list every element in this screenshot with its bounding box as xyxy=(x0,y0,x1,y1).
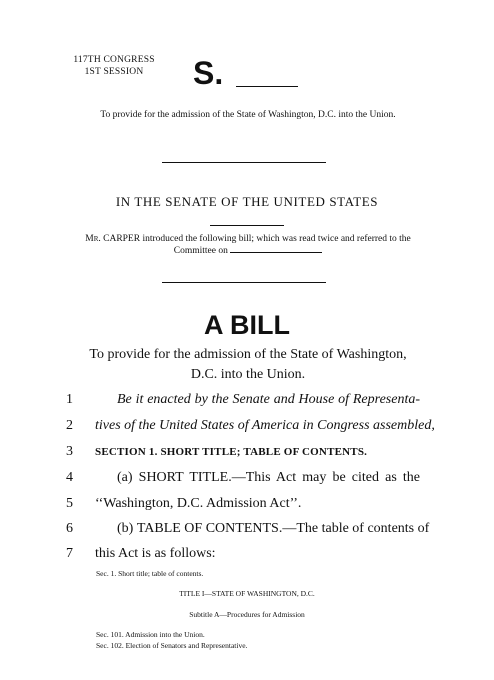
chamber-heading: IN THE SENATE OF THE UNITED STATES xyxy=(115,194,379,209)
subsection-text: .—This Act may be cited as the xyxy=(228,470,421,485)
session-label: 1ST SESSION xyxy=(84,67,144,77)
purpose-summary: To provide for the admission of the State of Washington, D.C. into the Union. xyxy=(100,110,396,120)
subsection-text: .—The table of contents of xyxy=(278,521,430,536)
divider-short xyxy=(210,225,284,226)
divider-middle xyxy=(162,282,326,283)
line-number: 5 xyxy=(66,496,73,511)
section-heading: SECTION 1. SHORT TITLE; TABLE OF CONTENTS. xyxy=(95,446,368,458)
line-number: 6 xyxy=(66,521,73,536)
subsection-b-line xyxy=(95,520,430,538)
bill-number-blank xyxy=(236,86,298,87)
congress-session-block xyxy=(64,54,164,78)
divider-top xyxy=(162,162,326,163)
line-number: 3 xyxy=(66,444,73,459)
short-title-line: ‘‘Washington, D.C. Admission Act’’. xyxy=(95,496,302,511)
toc-entry: Sec. 102. Election of Senators and Representative. xyxy=(96,641,248,650)
line-number: 2 xyxy=(66,418,73,433)
subsection-heading: SHORT TITLE xyxy=(138,470,229,485)
toc-intro-line: this Act is as follows: xyxy=(95,546,216,561)
sponsor-name: Mr. CARPER xyxy=(85,234,141,244)
enacting-clause-line: Be it enacted by the Senate and House of Representa- xyxy=(117,392,420,407)
toc-subtitle-heading: Subtitle A—Procedures for Admission xyxy=(189,610,305,619)
subsection-heading: TABLE OF CONTENTS xyxy=(136,521,279,536)
subsection-label: (a) xyxy=(117,470,139,485)
toc-entry: Sec. 1. Short title; table of contents. xyxy=(96,569,204,578)
congress-label: 117TH CONGRESS xyxy=(73,55,155,65)
enacting-clause-line: tives of the United States of America in Congress assembled, xyxy=(95,418,435,433)
committee-blank xyxy=(230,251,322,253)
purpose-statement: To provide for the admission of the State of Washington, D.C. into the Union. xyxy=(89,347,407,382)
subsection-label: (b) xyxy=(117,521,137,536)
subsection-a-line xyxy=(95,469,420,487)
toc-title-heading: TITLE I—STATE OF WASHINGTON, D.C. xyxy=(179,589,315,598)
introduction-statement xyxy=(66,233,430,257)
line-number: 4 xyxy=(66,470,73,485)
line-number: 1 xyxy=(66,392,73,407)
toc-entry: Sec. 101. Admission into the Union. xyxy=(96,630,205,639)
line-number: 7 xyxy=(66,546,73,561)
bill-number-prefix: S. xyxy=(193,55,224,91)
introduction-text: introduced the following bill; which was read twice and referred to the Committee on xyxy=(142,234,411,256)
bill-title: A BILL xyxy=(204,310,290,340)
